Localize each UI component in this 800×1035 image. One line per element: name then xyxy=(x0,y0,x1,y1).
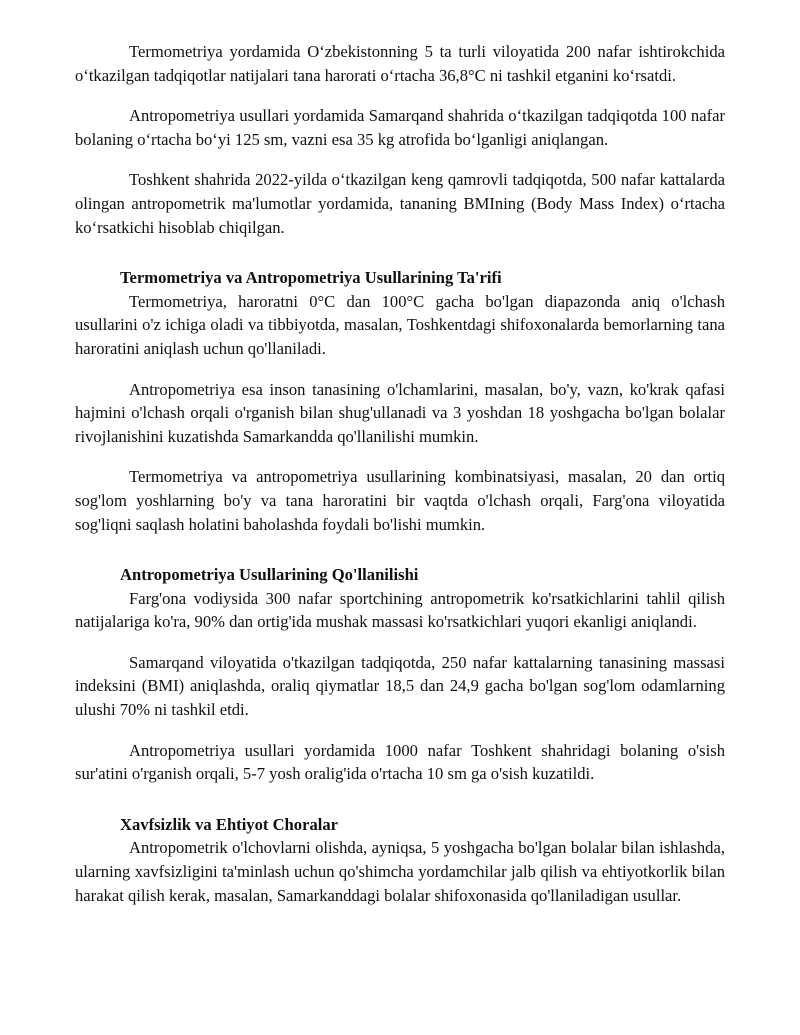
section-heading-applications: Antropometriya Usullarining Qo'llanilishi xyxy=(120,565,419,585)
paragraph-samarkand-bmi: Samarqand viloyatida o'tkazilgan tadqiqotda, 250 nafar kattalarning tanasining massasi indeksini (BMI) aniqlashda, oraliq qiymatlar 18,5 dan 24,9 gacha bo'lgan sog'lom odamlarning ulushi 70% ni tashkil etdi. xyxy=(75,652,725,720)
paragraph-thermometry-results: Termometriya yordamida O‘zbekistonning 5 ta turli viloyatida 200 nafar ishtirokchida o‘tkazilgan tadqiqotlar natijalari tana harorati o‘rtacha 36,8°C ni tashkil etganini ko‘rsatdi. xyxy=(75,42,725,85)
paragraph-thermometry-definition: Termometriya, haroratni 0°C dan 100°C gacha bo'lgan diapazonda aniq o'lchash usullarini o'z ichiga oladi va tibbiyotda, masalan, Toshkentdagi shifoxonalarda bemorlarning tana haroratini aniqlash uchun qo'llaniladi. xyxy=(75,291,725,358)
paragraph-tashkent-growth: Antropometriya usullari yordamida 1000 nafar Toshkent shahridagi bolaning o'sish sur'atini o'rganish orqali, 5-7 yosh oralig'ida o'rtacha 10 sm ga o'sish kuzatildi. xyxy=(75,740,725,784)
paragraph-fergana-athletes: Farg'ona vodiysida 300 nafar sportchining antropometrik ko'rsatkichlarini tahlil qilish natijalariga ko'ra, 90% dan ortig'ida mushak massasi ko'rsatkichlari yuqori ekanligi aniqlandi. xyxy=(75,588,725,632)
section-heading-definitions: Termometriya va Antropometriya Usullarining Ta'rifi xyxy=(120,268,502,288)
spacer xyxy=(75,553,725,563)
document-page xyxy=(75,40,725,907)
spacer xyxy=(75,803,725,813)
paragraph-anthropometry-definition: Antropometriya esa inson tanasining o'lchamlarini, masalan, bo'y, vazn, ko'krak qafasi hajmini o'lchash orqali o'rganish bilan shug'ullanadi va 3 yoshdan 18 yoshgacha bo'lgan bolalar rivojlanishini kuzatishda Samarkandda qo'llanilishi mumkin. xyxy=(75,379,725,446)
section-heading-safety: Xavfsizlik va Ehtiyot Choralar xyxy=(120,814,339,834)
spacer xyxy=(75,256,725,266)
paragraph-methods-combination: Termometriya va antropometriya usullarining kombinatsiyasi, masalan, 20 dan ortiq sog'lom yoshlarning bo'y va tana haroratini bir vaqtda o'lchash orqali, Farg'ona viloyatida sog'liqni saqlash holatini baholashda foydali bo'lishi mumkin. xyxy=(75,467,725,534)
paragraph-safety-measures: Antropometrik o'lchovlarni olishda, ayniqsa, 5 yoshgacha bo'lgan bolalar bilan ishlashda, ularning xavfsizligini ta'minlash uchun qo'shimcha yordamchilar jalb qilish va ehtiyotkorlik bilan harakat qilish kerak, masalan, Samarkanddagi bolalar shifoxonasida qo'llaniladigan usullar. xyxy=(75,838,725,905)
paragraph-samarkand-children: Antropometriya usullari yordamida Samarqand shahrida o‘tkazilgan tadqiqotda 100 nafar bolaning o‘rtacha bo‘yi 125 sm, vazni esa 35 kg atrofida bo‘lganligi aniqlangan. xyxy=(75,106,725,149)
paragraph-tashkent-bmi: Toshkent shahrida 2022-yilda o‘tkazilgan keng qamrovli tadqiqotda, 500 nafar kattalarda olingan antropometrik ma'lumotlar yordamida, tananing BMIning (Body Mass Index) o‘rtacha ko‘rsatkichi hisoblab chiqilgan. xyxy=(75,170,725,237)
